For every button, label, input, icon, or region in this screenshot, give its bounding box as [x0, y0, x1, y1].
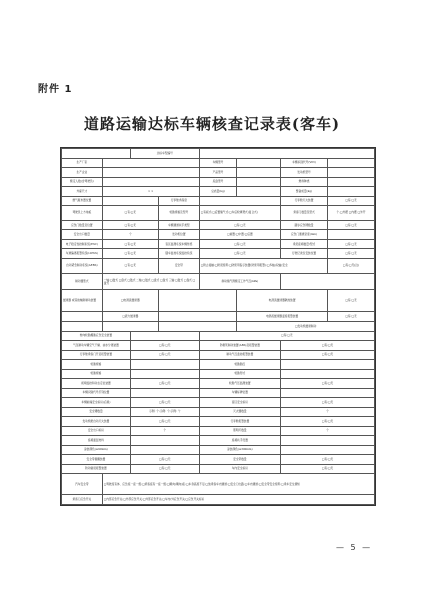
- table-cell: □发动机缓速制动: [237, 322, 375, 332]
- table-cell: □有;□无: [130, 455, 199, 465]
- table-cell: □有;□无(注): [327, 258, 374, 273]
- table-cell: 电子稳定性控制系统(ESC): [62, 239, 103, 249]
- table-row: [62, 206, 375, 221]
- table-row: [62, 290, 375, 311]
- empty-cell: [159, 322, 237, 332]
- empty-cell: [102, 196, 158, 206]
- empty-cell: [281, 436, 375, 446]
- table-row: [62, 436, 375, 446]
- empty-cell: [62, 311, 103, 322]
- empty-cell: [102, 177, 199, 187]
- table-cell: 安全带提醒装置: [62, 455, 131, 465]
- table-cell: 安全锤数量: [62, 407, 131, 417]
- empty-cell: [159, 311, 237, 322]
- empty-cell: [327, 187, 374, 197]
- annex-label: 附件 1: [38, 84, 73, 95]
- table-cell: 涂装颜色(≥300mm): [199, 445, 280, 455]
- table-cell: 应急门数量及位置: [62, 220, 103, 230]
- table-cell: 车辆型号: [199, 158, 237, 168]
- table-cell: □电涡流缓速器: [102, 290, 158, 311]
- page-title: 道路运输达标车辆核查记录表(客车): [83, 115, 341, 133]
- table-cell: 视频监控和动态定位装置: [62, 379, 131, 389]
- table-cell: 防动错误报警装置: [62, 464, 131, 474]
- table-row: [62, 464, 375, 474]
- table-cell: 燃料种类: [281, 177, 328, 187]
- table-row: [62, 426, 375, 436]
- inspection-form: [60, 147, 376, 506]
- table-cell: □有;□无: [281, 398, 375, 408]
- table-row: [62, 455, 375, 465]
- empty-cell: [130, 388, 199, 398]
- table-cell: 制动气压监控报警装置: [199, 350, 280, 360]
- table-cell: □有;□无: [281, 350, 375, 360]
- table-cell: 涂装颜色(≥90mm): [62, 445, 131, 455]
- empty-cell: [130, 445, 199, 455]
- table-cell: □有;□无: [130, 417, 199, 427]
- table-cell: 汽车安全带: [62, 474, 103, 495]
- table-row: [62, 249, 375, 259]
- table-row: [62, 474, 375, 495]
- empty-cell: [199, 196, 280, 206]
- empty-cell: [281, 388, 375, 398]
- table-cell: 制动储气筒额定工作气压(kPa): [199, 273, 280, 290]
- empty-cell: [102, 168, 199, 178]
- table-cell: □防止接触;□防误使用;□防使用指示装置(防使用报警);□多轴(双轴)安全: [199, 258, 327, 273]
- table-row: [62, 417, 375, 427]
- table-cell: □有;□无: [102, 239, 158, 249]
- table-row: [62, 341, 375, 351]
- table-cell: 随车监控系统监控系统: [159, 249, 200, 259]
- table-cell: 行驶记录仪安装位置: [281, 249, 328, 259]
- table-row: [62, 350, 375, 360]
- table-cell: 个: [102, 230, 158, 240]
- table-cell: 盲区安全标识: [199, 398, 280, 408]
- table-cell: 轮胎气压监测装置: [199, 379, 280, 389]
- table-cell: □有;□无: [281, 379, 375, 389]
- table-cell: 制动器型式: [62, 273, 103, 290]
- table-cell: 车辆标牌位置: [199, 388, 280, 398]
- table-cell: 外廓尺寸: [62, 187, 103, 197]
- table-cell: 防抱死制动装置(ABS)及报警装置: [199, 341, 280, 351]
- empty-cell: [281, 273, 375, 290]
- table-cell: 燃气瓶布置位置: [62, 196, 103, 206]
- table-cell: □驾驶座有体、应急座一座一组;□乘客座有一座一组;□顺向(顺向)座;□车身高度不足;□装乘客车内通道;□安全门出路;□车内通道;□安全带安全使用;□乘车安全须知: [102, 474, 374, 495]
- table-cell: □有;□无: [327, 249, 374, 259]
- empty-cell: [237, 187, 281, 197]
- empty-cell: [281, 445, 375, 455]
- table-cell: 达标车型编号: [130, 149, 199, 159]
- table-cell: 电涡流缓速器隔热装置: [237, 290, 328, 311]
- empty-cell: [62, 149, 131, 159]
- table-row: [62, 220, 375, 230]
- table-cell: 示例: 个;示例: 个;示例: 个: [130, 407, 199, 417]
- table-cell: □有;□无: [327, 239, 374, 249]
- table-row: [62, 331, 375, 341]
- table-cell: □有;□无: [130, 398, 199, 408]
- table-row: [62, 495, 375, 505]
- table-cell: 额定人数(含驾驶员): [62, 177, 103, 187]
- table-cell: 发动机型号: [281, 168, 328, 178]
- table-cell: 安全出口数量: [62, 230, 103, 240]
- table-cell: 乘客门数量及型式: [281, 206, 328, 221]
- table-cell: 照明灯数量: [199, 426, 280, 436]
- table-cell: □有;□无: [199, 220, 280, 230]
- table-cell: 底盘型号: [199, 177, 237, 187]
- table-cell: 一轴:□鼓式 □盘式 □鼓式 二轴:□鼓式 □盘式 □盘式 三轴:□鼓式 □盘式 □盘式: [102, 273, 199, 290]
- table-row: [62, 369, 375, 379]
- empty-cell: [237, 158, 281, 168]
- table-cell: 产品型号: [199, 168, 237, 178]
- table-cell: 转向轮胎爆胎应急安全装置: [62, 331, 131, 341]
- table-row: [62, 187, 375, 197]
- table-cell: 乘员座椅数量/型式: [281, 239, 328, 249]
- table-cell: 总质量(kg): [199, 187, 237, 197]
- table-cell: 车道偏离报警系统(LDWS): [62, 249, 103, 259]
- table-cell: 气压制动车辆空气干燥、油水分离装置: [62, 341, 131, 351]
- table-row: [62, 379, 375, 389]
- empty-cell: [281, 360, 375, 370]
- table-cell: □有;□无: [199, 239, 280, 249]
- empty-cell: [237, 177, 281, 187]
- table-cell: 安全带: [159, 258, 200, 273]
- empty-cell: [327, 177, 374, 187]
- table-cell: 个: [281, 426, 375, 436]
- table-row: [62, 398, 375, 408]
- empty-cell: [130, 331, 199, 341]
- table-cell: □液力缓速器: [102, 311, 158, 322]
- table-cell: □有;□无: [327, 311, 374, 322]
- table-cell: □有;□无: [281, 464, 375, 474]
- table-cell: 行李舱报警装置: [199, 417, 280, 427]
- table-row: [62, 311, 375, 322]
- table-row: [62, 273, 375, 290]
- table-cell: 生产厂家: [62, 158, 103, 168]
- empty-cell: [102, 158, 199, 168]
- table-cell: 轮胎规格: [62, 369, 131, 379]
- empty-cell: [130, 360, 199, 370]
- table-cell: □前置;□中置;□后置: [199, 230, 280, 240]
- empty-cell: [130, 369, 199, 379]
- table-cell: 发动机舱自动灭火装置: [62, 417, 131, 427]
- table-cell: □有;□无: [199, 331, 374, 341]
- table-cell: □有;□无: [327, 220, 374, 230]
- table-cell: 发动机位置: [159, 230, 200, 240]
- table-cell: 行李舱净高度: [159, 196, 200, 206]
- table-cell: 电涡流缓速器温度报警装置: [237, 311, 328, 322]
- empty-cell: [327, 168, 374, 178]
- table-cell: 踏步应急锤数量: [281, 220, 328, 230]
- table-cell: 车辆通道扶手类型: [159, 220, 200, 230]
- table-cell: 个: [281, 407, 375, 417]
- table-row: [62, 407, 375, 417]
- table-row: [62, 239, 375, 249]
- table-cell: 轮胎形式: [199, 369, 280, 379]
- table-cell: □有;□无: [130, 350, 199, 360]
- table-cell: 轮胎胎压: [199, 360, 280, 370]
- table-cell: 轮胎规格及型号: [159, 206, 200, 221]
- table-row: [62, 360, 375, 370]
- table-cell: 车辆识别代号(VIN): [281, 158, 328, 168]
- table-cell: □有;□无: [130, 464, 199, 474]
- table-row: [62, 258, 375, 273]
- table-cell: 安全出口标识: [62, 426, 131, 436]
- table-cell: 车辆前端安全标识(后视): [62, 398, 131, 408]
- empty-cell: [130, 436, 199, 446]
- table-cell: 行李舱灭火装置: [281, 196, 328, 206]
- table-row: [62, 149, 375, 159]
- table-cell: 自动紧急制动系统(AEBS): [62, 258, 103, 273]
- table-cell: 安全带数量: [199, 455, 280, 465]
- table-row: [62, 196, 375, 206]
- table-cell: 座椅面层材料: [62, 436, 131, 446]
- table-cell: 应急门通道宽度(mm): [281, 230, 328, 240]
- table-cell: □有;□无: [281, 455, 375, 465]
- empty-cell: [62, 322, 103, 332]
- table-cell: □有板式;□后置储气式;□车后轮弹簧式(复合式): [199, 206, 280, 221]
- empty-cell: [327, 158, 374, 168]
- table-cell: 轮胎规格: [62, 360, 131, 370]
- inspection-table: [61, 148, 375, 505]
- table-row: [62, 388, 375, 398]
- table-cell: □有;□无: [102, 249, 158, 259]
- table-cell: □有;□无: [102, 220, 158, 230]
- table-cell: 车辆识别代号打刻位置: [62, 388, 131, 398]
- table-cell: □有;□无: [327, 196, 374, 206]
- table-cell: 行李舱乘客门开启报警装置: [62, 350, 131, 360]
- table-cell: 座椅扶手设置: [199, 436, 280, 446]
- table-cell: 缓速器 或其他辅助制动装置: [62, 290, 103, 311]
- table-cell: 生产企业: [62, 168, 103, 178]
- table-cell: 个,□外摆 □内摆 □外开: [327, 206, 374, 221]
- table-cell: □有;□无: [281, 417, 375, 427]
- table-cell: □内部应急开关;□外部应急开关;□外部应急开关;□车内/外应急开关;□应急开关标识: [102, 495, 374, 505]
- empty-cell: [102, 322, 158, 332]
- table-cell: 个: [130, 426, 199, 436]
- table-cell: 驾驶员上方地板: [62, 206, 103, 221]
- table-row: [62, 445, 375, 455]
- table-cell: 乘客门应急开关: [62, 495, 103, 505]
- page-number: — 5 —: [336, 543, 373, 552]
- table-row: [62, 322, 375, 332]
- table-row: [62, 168, 375, 178]
- empty-cell: [327, 230, 374, 240]
- table-cell: □有;□无: [102, 206, 158, 221]
- table-cell: □有;□无: [130, 379, 199, 389]
- table-cell: □有;□无: [102, 258, 158, 273]
- table-row: [62, 230, 375, 240]
- table-cell: 车内安全标识: [199, 464, 280, 474]
- table-cell: 灭火器数量: [199, 407, 280, 417]
- table-cell: □有;□无: [327, 290, 374, 311]
- table-cell: □有;□无: [130, 341, 199, 351]
- empty-cell: [199, 149, 374, 159]
- table-cell: □有;□无: [281, 341, 375, 351]
- table-cell: × ×: [102, 187, 199, 197]
- table-row: [62, 158, 375, 168]
- table-row: [62, 177, 375, 187]
- empty-cell: [237, 168, 281, 178]
- table-cell: 整备质量(kg): [281, 187, 328, 197]
- empty-cell: [159, 290, 237, 311]
- table-cell: 盲区监测系统车辆传感: [159, 239, 200, 249]
- table-cell: □有;□无: [199, 249, 280, 259]
- empty-cell: [281, 369, 375, 379]
